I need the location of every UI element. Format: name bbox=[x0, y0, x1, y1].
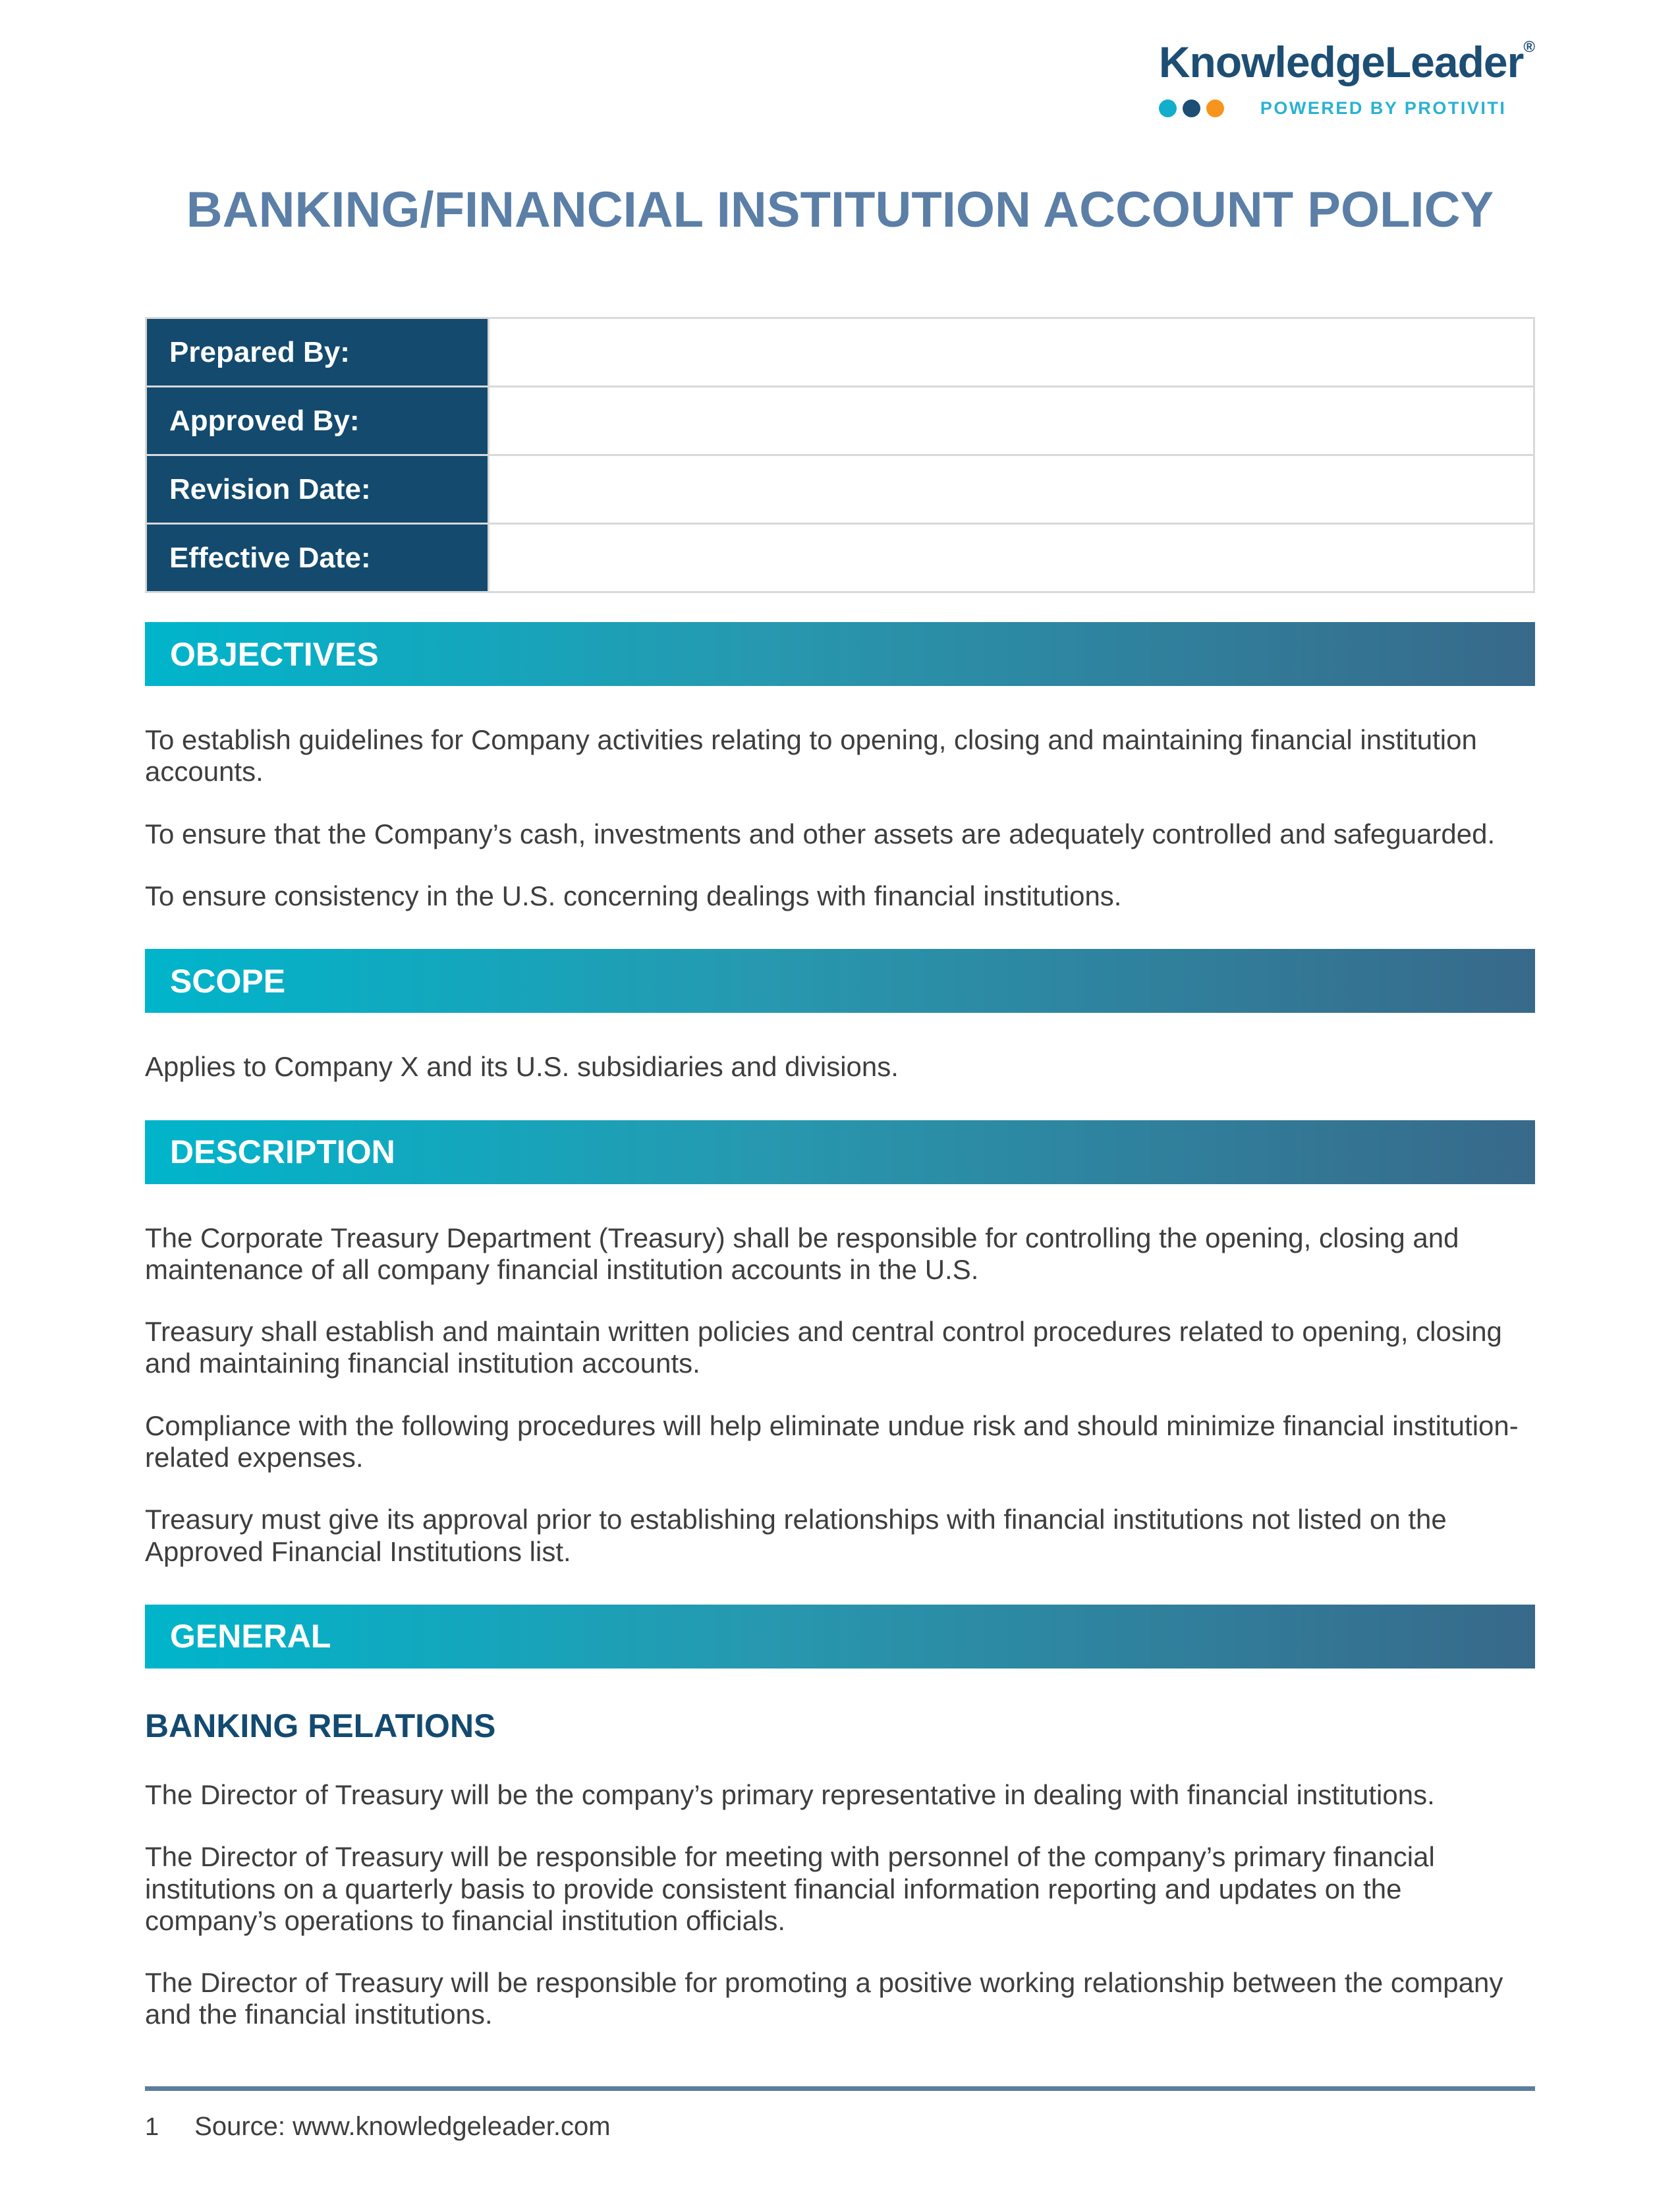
page-title: BANKING/FINANCIAL INSTITUTION ACCOUNT POLICY bbox=[186, 182, 1494, 238]
logo-dot-orange-icon bbox=[1206, 100, 1224, 117]
banking-relations-subheading: BANKING RELATIONS bbox=[145, 1707, 496, 1744]
table-row bbox=[146, 524, 1534, 592]
approved-by-value bbox=[489, 387, 1534, 455]
revision-date-value bbox=[489, 455, 1534, 524]
revision-date-label: Revision Date: bbox=[146, 455, 489, 524]
approved-by-label: Approved By: bbox=[146, 387, 489, 455]
page-footer bbox=[145, 2086, 1535, 2142]
document-info-table bbox=[145, 317, 1535, 593]
section-header-scope: SCOPE bbox=[145, 949, 1535, 1013]
logo-wordmark-text: KnowledgeLeader bbox=[1158, 38, 1524, 86]
general-paragraph: The Director of Treasury will be responsible for meeting with personnel of the company’s primary financial institutions on a quarterly basis to provide consistent financial information reporting and updates on the company’s operations to financial institution officials. bbox=[145, 1841, 1435, 1936]
objectives-paragraph: To ensure consistency in the U.S. concerning dealings with financial institutions. bbox=[145, 880, 1122, 911]
section-header-objectives: OBJECTIVES bbox=[145, 622, 1535, 686]
table-row bbox=[146, 455, 1534, 524]
description-paragraph: Compliance with the following procedures will help eliminate undue risk and should minimize financial institution-related expenses. bbox=[145, 1410, 1519, 1473]
knowledgeleader-logo bbox=[1159, 0, 1535, 119]
description-paragraph: The Corporate Treasury Department (Treasury) shall be responsible for controlling the opening, closing and maintenance of all company financial institution accounts in the U.S. bbox=[145, 1222, 1459, 1285]
section-header-description: DESCRIPTION bbox=[145, 1120, 1535, 1184]
table-row bbox=[146, 387, 1534, 455]
logo-dot-navy-icon bbox=[1183, 100, 1200, 117]
general-paragraph: The Director of Treasury will be responsible for promoting a positive working relationship between the company and the financial institutions. bbox=[145, 1967, 1503, 2030]
effective-date-label: Effective Date: bbox=[146, 524, 489, 592]
registered-trademark-symbol: ® bbox=[1523, 38, 1535, 56]
logo-wordmark bbox=[1159, 40, 1535, 84]
table-row bbox=[146, 318, 1534, 387]
prepared-by-value bbox=[489, 318, 1534, 387]
description-paragraph: Treasury shall establish and maintain written policies and central control procedures related to opening, closing and maintaining financial institution accounts. bbox=[145, 1316, 1502, 1379]
page-number: 1 bbox=[145, 2113, 159, 2141]
section-header-general: GENERAL bbox=[145, 1605, 1535, 1669]
objectives-paragraph: To establish guidelines for Company activities relating to opening, closing and maintaining financial institution accounts. bbox=[145, 724, 1477, 787]
logo-tagline: POWERED BY PROTIVITI bbox=[1260, 98, 1507, 118]
scope-paragraph: Applies to Company X and its U.S. subsidiaries and divisions. bbox=[145, 1051, 899, 1083]
logo-tagline-row bbox=[1159, 98, 1507, 119]
prepared-by-label: Prepared By: bbox=[146, 318, 489, 387]
effective-date-value bbox=[489, 524, 1534, 592]
general-paragraph: The Director of Treasury will be the company’s primary representative in dealing with financial institutions. bbox=[145, 1779, 1435, 1810]
description-paragraph: Treasury must give its approval prior to establishing relationships with financial institutions not listed on the Approved Financial Institutions list. bbox=[145, 1504, 1447, 1567]
source-line: Source: www.knowledgeleader.com bbox=[194, 2112, 611, 2141]
objectives-paragraph: To ensure that the Company’s cash, investments and other assets are adequately controlled and safeguarded. bbox=[145, 818, 1496, 849]
logo-dot-teal-icon bbox=[1159, 100, 1177, 117]
